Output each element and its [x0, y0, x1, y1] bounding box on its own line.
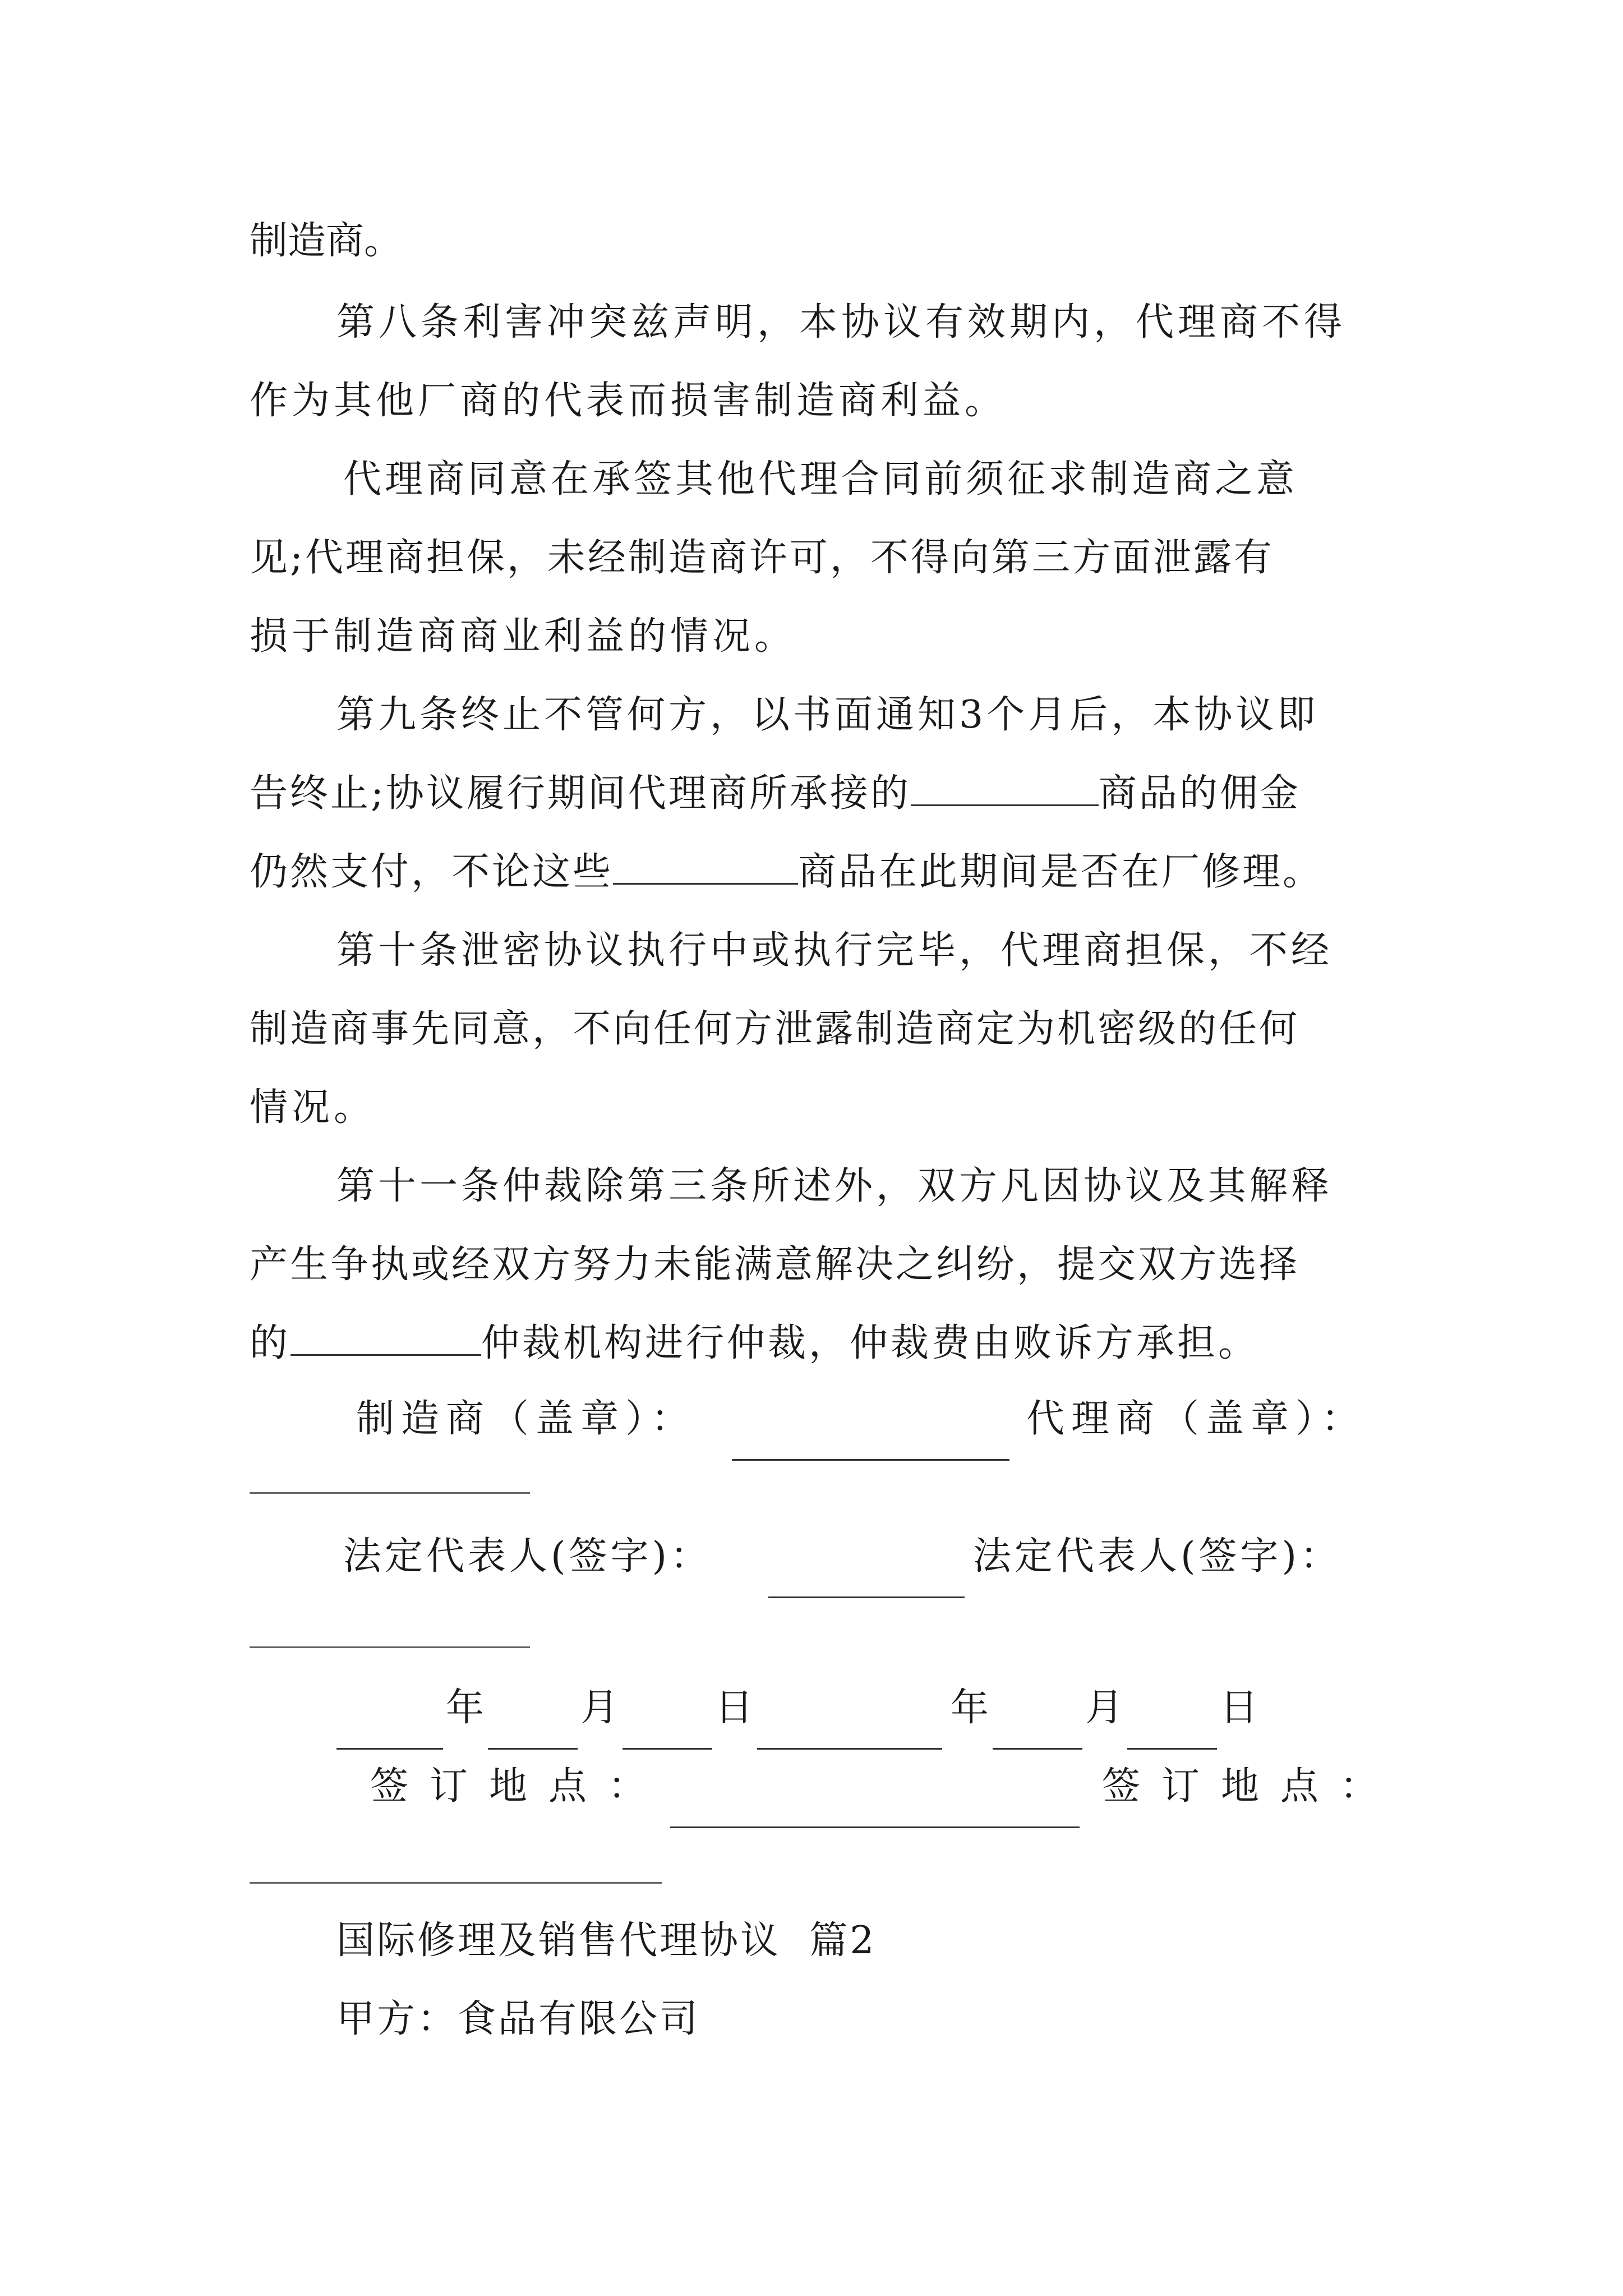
- article-9-heading: 第九条终止不管何方，以书面通知3个月后，本协议即: [336, 693, 1319, 737]
- maker-seal-blank: [732, 1415, 1009, 1482]
- text-line: [0, 524, 1623, 592]
- paragraph-text: 作为其他厂商的代表而损害制造商利益。: [250, 379, 1007, 423]
- section-title: 国际修理及销售代理协议 篇2: [336, 1918, 877, 1963]
- agent-seal-blank: [250, 1492, 530, 1494]
- signing-place-blank-2: [250, 1882, 662, 1884]
- text-line: [0, 1231, 1623, 1299]
- fill-in-blank: [291, 1315, 481, 1356]
- party-a-line: 甲方：食品有限公司: [336, 1997, 700, 2041]
- signing-place-label-2: 签订地点：: [1102, 1764, 1400, 1809]
- text-segment: 商品在此期间是否在厂修理。: [798, 850, 1324, 894]
- signature-seal-line: [0, 1386, 1623, 1453]
- text-line: [0, 1074, 1623, 1142]
- month-label-2: 月: [1085, 1686, 1124, 1730]
- day-label-2: 日: [1220, 1686, 1258, 1730]
- text-segment: 的: [250, 1321, 291, 1365]
- paragraph-text: 制造商。: [250, 219, 403, 263]
- paragraph-text: [250, 839, 1323, 906]
- agent-seal-label: 代理商（盖章）：: [1026, 1397, 1367, 1441]
- agent-rep-blank: [250, 1646, 530, 1648]
- text-line: [0, 603, 1623, 670]
- year-label-2: 年: [951, 1686, 989, 1730]
- text-segment: 仲裁机构进行仲裁，仲裁费由败诉方承担。: [481, 1321, 1260, 1365]
- maker-rep-label: 法定代表人(签字)：: [343, 1534, 712, 1579]
- signing-place-label-1: 签订地点：: [370, 1764, 668, 1809]
- paragraph-text: 见;代理商担保，未经制造商许可，不得向第三方面泄露有: [250, 536, 1274, 580]
- paragraph-text: 情况。: [250, 1085, 376, 1130]
- article-8-heading: 第八条利害冲突兹声明，本协议有效期内，代理商不得: [336, 300, 1347, 344]
- agent-rep-label: 法定代表人(签字)：: [973, 1534, 1342, 1579]
- text-line: [0, 1153, 1623, 1220]
- text-segment: 商品的佣金: [1098, 771, 1301, 816]
- text-segment: 告终止;协议履行期间代理商所承接的: [250, 771, 911, 816]
- text-segment: 仍然支付，不论这些: [250, 850, 614, 894]
- fill-in-blank: [911, 765, 1099, 806]
- text-line: [0, 917, 1623, 984]
- signing-place-blank-1: [670, 1782, 1080, 1849]
- day-label-1: 日: [715, 1686, 754, 1730]
- text-line: [0, 1986, 1623, 2053]
- text-line: [0, 682, 1623, 749]
- paragraph-text: [250, 760, 1301, 827]
- paragraph-text: 损于制造商商业利益的情况。: [250, 614, 797, 659]
- paragraph-text: 代理商同意在承签其他代理合同前须征求制造商之意: [343, 457, 1298, 501]
- paragraph-text: 制造商事先同意，不向任何方泄露制造商定为机密级的任何: [250, 1007, 1300, 1051]
- signing-place-line: [0, 1753, 1623, 1820]
- text-line: [0, 996, 1623, 1063]
- month-label-1: 月: [580, 1686, 619, 1730]
- date-line: [0, 1674, 1623, 1742]
- text-line: [0, 1907, 1623, 1975]
- text-line: [0, 208, 1623, 275]
- text-line: [0, 289, 1623, 356]
- text-line: [0, 446, 1623, 513]
- text-line: [0, 839, 1623, 906]
- text-line: [0, 367, 1623, 435]
- signature-rep-line: [0, 1523, 1623, 1590]
- article-11-heading: 第十一条仲裁除第三条所述外，双方凡因协议及其解释: [336, 1164, 1333, 1208]
- year-label-1: 年: [446, 1686, 485, 1730]
- paragraph-text: 产生争执或经双方努力未能满意解决之纠纷，提交双方选择: [250, 1243, 1300, 1287]
- paragraph-text: [250, 1310, 1259, 1377]
- maker-seal-label: 制造商（盖章）：: [356, 1397, 697, 1441]
- fill-in-blank: [613, 844, 798, 885]
- text-line: [0, 760, 1623, 827]
- maker-rep-blank: [768, 1552, 965, 1619]
- text-line: [0, 1310, 1623, 1377]
- article-10-heading: 第十条泄密协议执行中或执行完毕，代理商担保，不经: [336, 928, 1333, 973]
